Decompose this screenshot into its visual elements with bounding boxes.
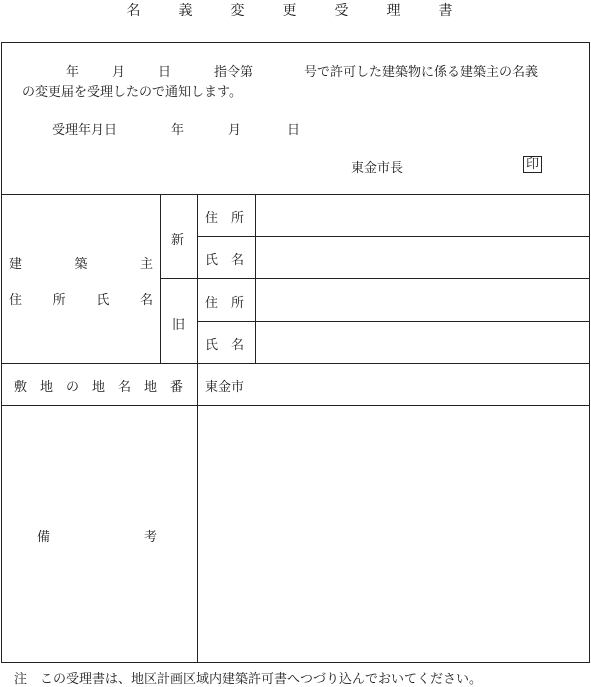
divider-applicant-bottom: [1, 363, 590, 364]
seal-mark: 印: [523, 156, 542, 173]
footnote: 注 この受理書は、地区計画区域内建築許可書へつづり込んでおいてください。: [14, 672, 483, 687]
site-value: 東金市: [205, 380, 245, 395]
divider-notice-bottom: [1, 194, 590, 195]
document-title: 名 義 変 更 受 理 書: [126, 3, 465, 19]
received-month: 月: [228, 123, 242, 138]
mayor-title: 東金市長: [351, 161, 404, 176]
applicant-label: [9, 253, 153, 272]
applicant-label-char: 主: [139, 257, 153, 272]
notice-directive: 指令第: [214, 65, 254, 80]
site-label: 敷 地 の 地 名 地 番: [14, 380, 184, 395]
remarks-label-left: 備: [37, 530, 51, 545]
received-day: 日: [287, 123, 301, 138]
applicant-sublabel-char: 住: [9, 293, 23, 308]
divider-site-bottom: [1, 405, 590, 406]
applicant-label-char: 建: [9, 257, 23, 272]
old-name-label: 氏 名: [205, 338, 245, 353]
applicant-sublabel: [9, 289, 153, 308]
notice-year: 年: [66, 65, 80, 80]
old-address-label: 住 所: [205, 296, 245, 311]
divider-applicant-label: [160, 194, 161, 363]
new-address-field[interactable]: [257, 196, 587, 235]
divider-main-column: [197, 194, 198, 662]
applicant-sublabel-char: 名: [139, 293, 153, 308]
notice-day: 日: [158, 65, 172, 80]
old-address-field[interactable]: [257, 280, 587, 320]
notice-month: 月: [112, 65, 126, 80]
divider-new-old: [160, 278, 590, 279]
old-label: 旧: [172, 318, 186, 333]
applicant-sublabel-char: 氏: [96, 293, 110, 308]
new-name-label: 氏 名: [205, 253, 245, 268]
applicant-label-char: 築: [74, 257, 88, 272]
remarks-label-right: 考: [144, 530, 158, 545]
applicant-sublabel-char: 所: [52, 293, 66, 308]
remarks-field[interactable]: [199, 407, 587, 661]
notice-body-line1: 号で許可した建築物に係る建築主の名義: [304, 65, 539, 80]
old-name-field[interactable]: [257, 323, 587, 362]
divider-field-label: [255, 194, 256, 363]
new-name-field[interactable]: [257, 238, 587, 277]
new-label: 新: [171, 233, 185, 248]
notice-body-line2: の変更届を受理したので通知します。: [22, 85, 242, 100]
received-year: 年: [171, 123, 185, 138]
received-date-label: 受理年月日: [52, 123, 118, 138]
new-address-label: 住 所: [205, 211, 245, 226]
